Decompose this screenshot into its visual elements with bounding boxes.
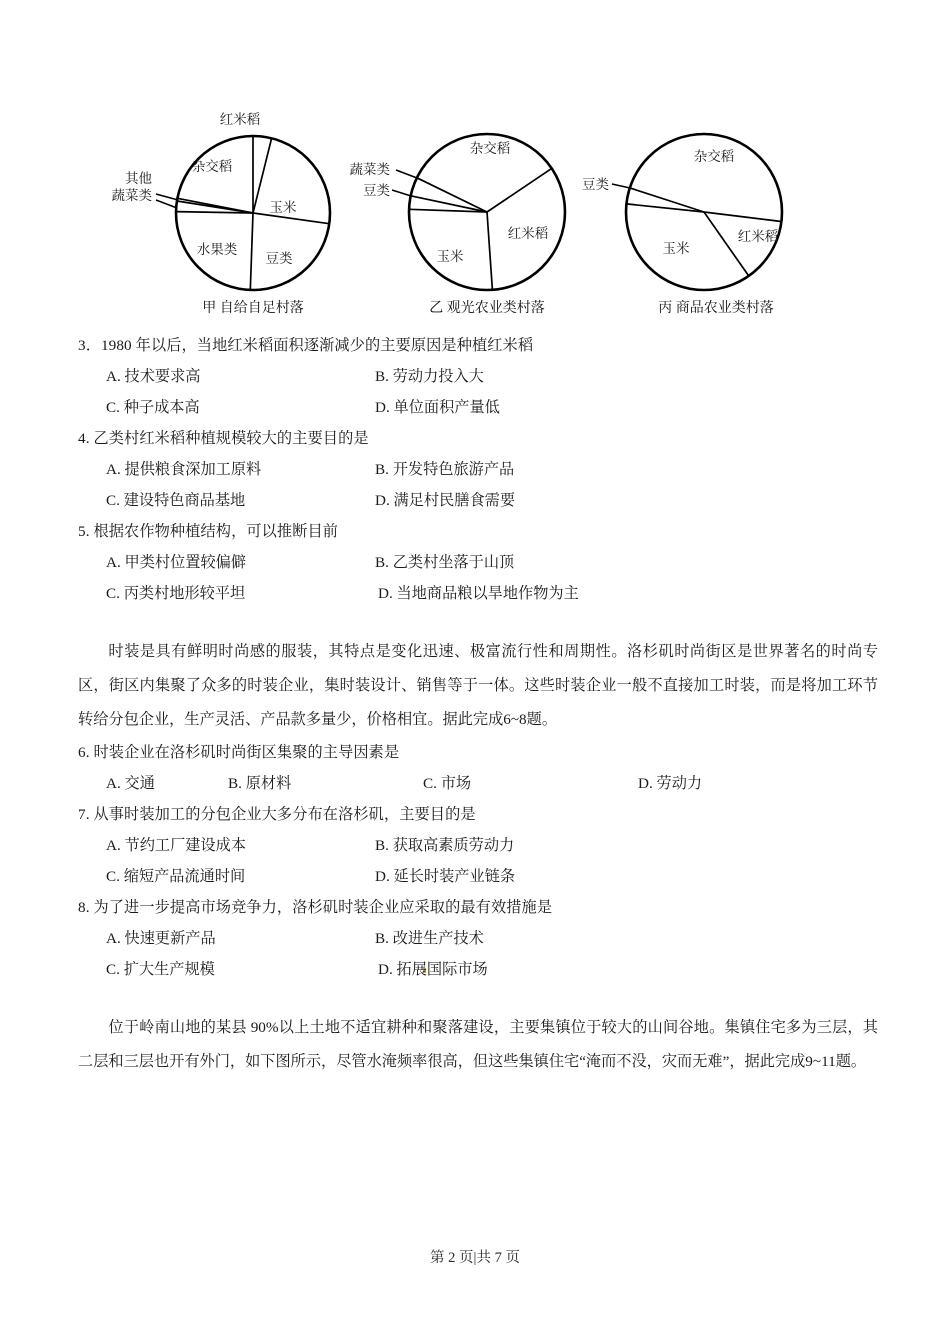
question-5-options-row-1 [78, 547, 878, 578]
question-4-option-d[interactable]: D. 满足村民膳食需要 [375, 492, 516, 509]
question-8-options-row-2 [78, 954, 878, 985]
question-5-options-row-2 [78, 578, 878, 609]
pie-yi-label-yumi: 玉米 [436, 249, 464, 264]
question-7-option-a[interactable]: A. 节约工厂建设成本 [106, 837, 247, 854]
pie-jia-leader-qita [156, 194, 178, 200]
pie-chart-jia [112, 111, 331, 316]
pie-yi-leader-doulei [392, 190, 411, 196]
section-spacer-1 [78, 609, 878, 635]
question-8-option-c[interactable]: C. 扩大生产规模 [106, 961, 215, 978]
pie-yi-caption: 乙 观光农业类村落 [429, 301, 545, 316]
question-4-option-b[interactable]: B. 开发特色旅游产品 [375, 461, 515, 478]
pie-jia-label-qita: 其他 [125, 171, 152, 186]
pie-jia-label-shucailei: 蔬菜类 [111, 188, 152, 203]
passage-fashion: 时装是具有鲜明时尚感的服装，其特点是变化迅速、极富流行性和周期性。洛杉矶时尚街区是世界著名的时尚专区，街区内集聚了众多的时装企业，集时装设计、销售等于一体。这些时装企业一般不直接加工时装，而是将加工环节转给分包企业，生产灵活、产品款多量少，价格相宜。据此完成6~8题。 [78, 643, 878, 728]
question-7-stem: 7. 从事时装加工的分包企业大多分布在洛杉矶，主要目的是 [78, 806, 476, 823]
pie-chart-figure-group [78, 96, 878, 321]
question-6-options-row [78, 768, 878, 799]
question-3-option-d[interactable]: D. 单位面积产量低 [375, 399, 500, 416]
question-8-stem: 8. 为了进一步提高市场竞争力，洛杉矶时装企业应采取的最有效措施是 [78, 899, 553, 916]
question-8-option-a[interactable]: A. 快速更新产品 [106, 930, 216, 947]
pie-jia-label-zajiaodao: 杂交稻 [191, 159, 233, 174]
question-body [78, 330, 878, 1079]
question-5-option-b[interactable]: B. 乙类村坐落于山顶 [375, 554, 515, 571]
question-8-option-d[interactable]: D. 拓展国际市场 [378, 961, 488, 978]
pie-yi-label-zajiaodao: 杂交稻 [469, 141, 511, 156]
question-3-stem: 3．1980 年以后，当地红米稻面积逐渐减少的主要原因是种植红米稻 [78, 337, 534, 354]
question-8-option-b[interactable]: B. 改进生产技术 [375, 930, 484, 947]
question-6-option-a[interactable]: A. 交通 [106, 775, 155, 792]
pie-yi-label-hongmidao: 红米稻 [507, 226, 549, 241]
pie-bing-label-doulei: 豆类 [582, 177, 609, 192]
question-6-option-c[interactable]: C. 市场 [423, 775, 472, 792]
pie-jia-leader-shucai [156, 200, 177, 208]
question-7-options-row-2 [78, 861, 878, 892]
pie-chart-bing [582, 134, 782, 316]
question-4-options-row-2 [78, 485, 878, 516]
passage-lingnan: 位于岭南山地的某县 90%以上土地不适宜耕种和聚落建设，主要集镇位于较大的山间谷地。集镇住宅多为三层，其二层和三层也开有外门，如下图所示，尽管水淹频率很高，但这些集镇住宅“淹而不没，灾而无难”，据此完成9~11题。 [78, 1019, 878, 1070]
pie-jia-label-yumi: 玉米 [269, 200, 297, 215]
question-3-option-c[interactable]: C. 种子成本高 [106, 399, 200, 416]
question-7-option-b[interactable]: B. 获取高素质劳动力 [375, 837, 515, 854]
question-4-options-row-1 [78, 454, 878, 485]
question-6-option-b[interactable]: B. 原材料 [228, 775, 292, 792]
question-6-option-d[interactable]: D. 劳动力 [638, 775, 703, 792]
question-4-option-c[interactable]: C. 建设特色商品基地 [106, 492, 246, 509]
pie-jia-caption: 甲 自给自足村落 [202, 301, 304, 316]
pie-bing-label-yumi: 玉米 [662, 241, 690, 256]
pie-yi-label-shucailei: 蔬菜类 [349, 162, 390, 177]
question-3-options-row-2 [78, 392, 878, 423]
pie-charts-svg [78, 96, 878, 321]
section-spacer-2 [78, 985, 878, 1011]
question-7-option-c[interactable]: C. 缩短产品流通时间 [106, 868, 246, 885]
question-3-option-a[interactable]: A. 技术要求高 [106, 368, 201, 385]
page-footer [0, 1246, 950, 1267]
pie-bing-label-hongmidao: 红米稻 [737, 229, 779, 244]
pie-bing-label-zajiaodao: 杂交稻 [693, 149, 735, 164]
question-3-options-row-1 [78, 361, 878, 392]
pie-yi-label-doulei: 豆类 [363, 183, 390, 198]
question-5-option-c[interactable]: C. 丙类村地形较平坦 [106, 585, 246, 602]
question-5-option-a[interactable]: A. 甲类村位置较偏僻 [106, 554, 247, 571]
pie-jia-label-hongmidao: 红米稻 [219, 112, 261, 127]
question-5-stem: 5. 根据农作物种植结构，可以推断目前 [78, 523, 339, 540]
question-4-stem: 4. 乙类村红米稻种植规模较大的主要目的是 [78, 430, 369, 447]
question-6-stem: 6. 时装企业在洛杉矶时尚街区集聚的主导因素是 [78, 744, 400, 761]
question-7-options-row-1 [78, 830, 878, 861]
pie-yi-leader-shucai [396, 170, 417, 178]
question-7-option-d[interactable]: D. 延长时装产业链条 [375, 868, 516, 885]
pie-bing-leader-doulei [612, 184, 630, 188]
pie-jia-label-douleiu: 豆类 [265, 251, 293, 266]
pie-chart-yi [350, 134, 566, 316]
pie-bing-caption: 丙 商品农业类村落 [658, 301, 774, 316]
question-5-option-d[interactable]: D. 当地商品粮以旱地作物为主 [378, 585, 579, 602]
pie-jia-label-shuiguolei: 水果类 [196, 242, 238, 257]
page-number-text: 第 2 页|共 7 页 [430, 1250, 520, 1266]
question-8-options-row-1 [78, 923, 878, 954]
question-3-option-b[interactable]: B. 劳动力投入大 [375, 368, 484, 385]
question-4-option-a[interactable]: A. 提供粮食深加工原料 [106, 461, 262, 478]
